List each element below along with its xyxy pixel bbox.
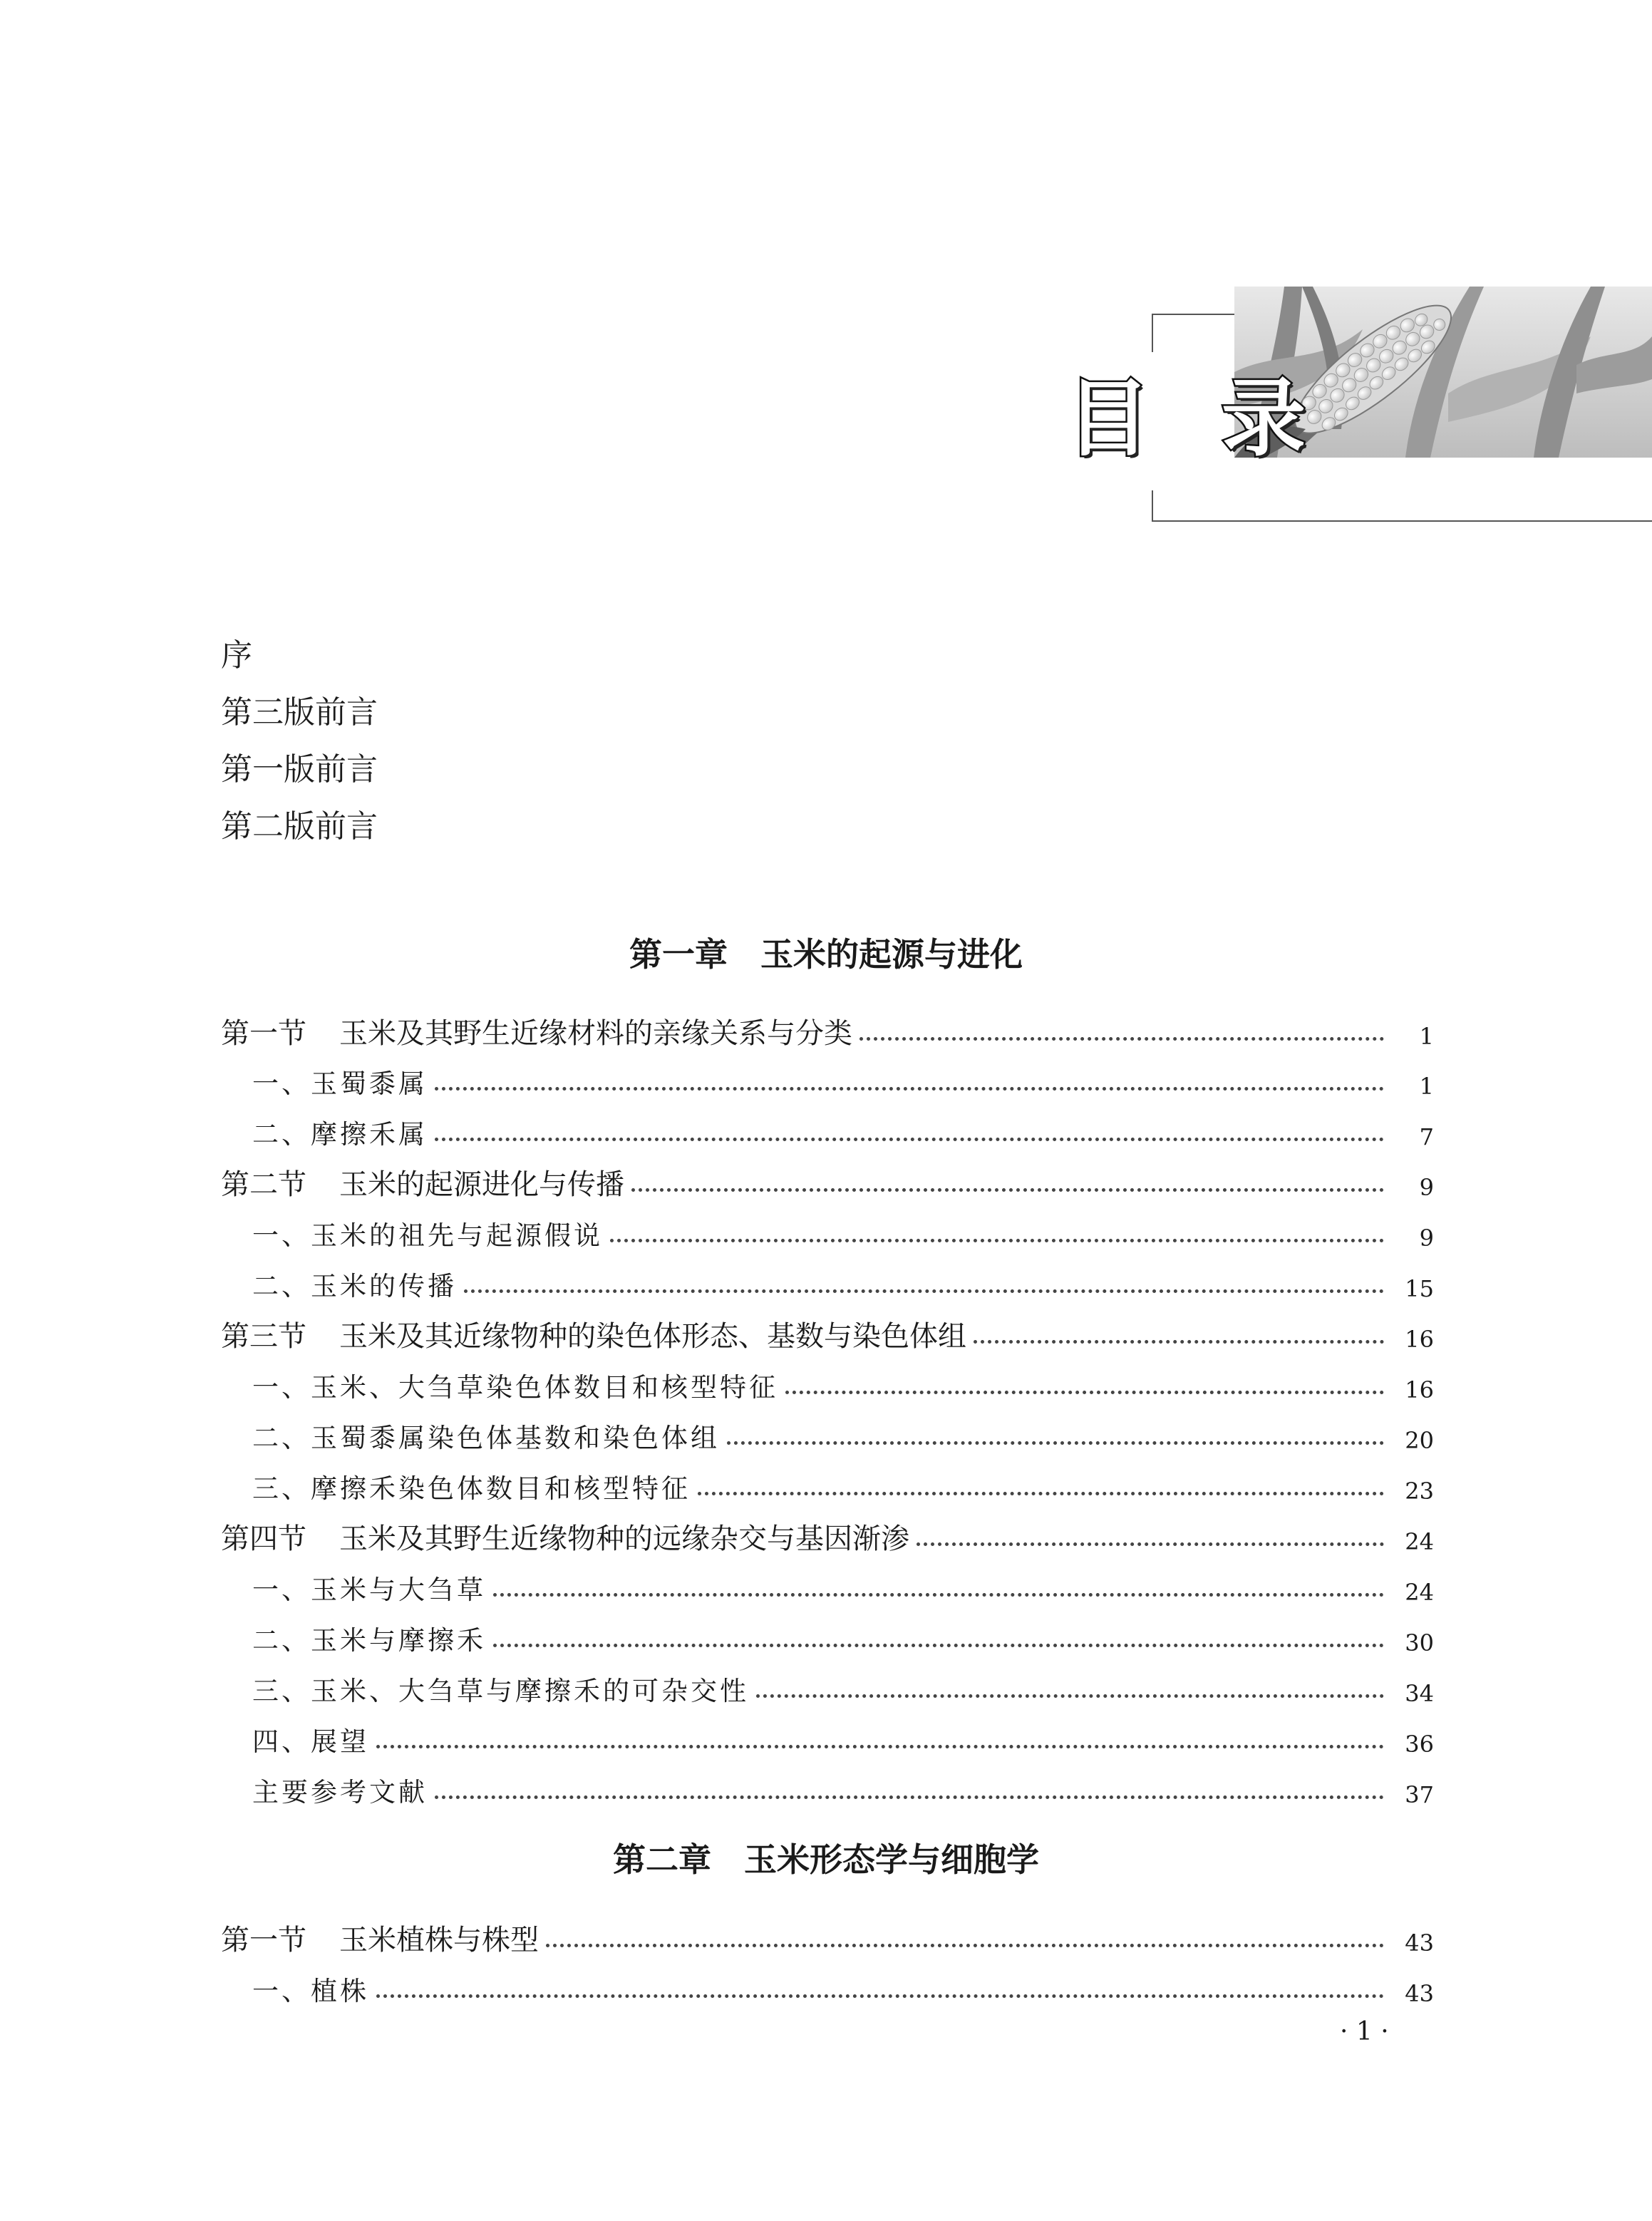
toc-section-number: 第四节 — [221, 1522, 306, 1555]
toc-subsection-title: 四、展望 — [252, 1726, 369, 1758]
toc-entry[interactable] — [252, 1969, 1434, 2006]
front-matter-third-edition[interactable]: 第三版前言 — [221, 694, 378, 731]
front-matter-second-edition[interactable]: 第二版前言 — [221, 808, 378, 845]
toc-subsection-title: 一、植株 — [252, 1976, 369, 2007]
toc-entry[interactable] — [221, 1012, 1434, 1049]
toc-subsection-title: 二、玉米的传播 — [252, 1271, 457, 1302]
toc-page-number: 24 — [1405, 1527, 1434, 1555]
toc-title-char-2: 录 — [1222, 369, 1306, 468]
chapter-1-name: 玉米的起源与进化 — [760, 935, 1023, 974]
toc-entry[interactable] — [252, 1720, 1434, 1757]
toc-section-number: 第一节 — [221, 1017, 306, 1050]
toc-section-title: 玉米植株与株型 — [339, 1924, 539, 1957]
toc-section-title: 玉米及其野生近缘材料的亲缘关系与分类 — [339, 1017, 852, 1050]
toc-section-title: 玉米及其近缘物种的染色体形态、基数与染色体组 — [339, 1320, 966, 1353]
toc-subsection-title: 一、玉米与大刍草 — [252, 1575, 486, 1606]
leader-dots — [917, 1542, 1384, 1546]
toc-section-number: 第二节 — [221, 1168, 306, 1201]
toc-page-number: 1 — [1419, 1022, 1434, 1050]
toc-entry[interactable] — [252, 1214, 1434, 1251]
toc-entry[interactable] — [252, 1467, 1434, 1504]
toc-page-number: 36 — [1405, 1730, 1434, 1758]
toc-entry[interactable] — [221, 1163, 1434, 1200]
toc-subsection-title: 主要参考文献 — [252, 1777, 428, 1808]
toc-subsection-title: 三、摩擦禾染色体数目和核型特征 — [252, 1473, 691, 1505]
chapter-1-number: 第一章 — [629, 935, 728, 974]
toc-entry[interactable] — [252, 1416, 1434, 1453]
toc-page-number: 34 — [1405, 1679, 1434, 1707]
toc-title-char-1: 目 — [1066, 369, 1151, 468]
toc-subsection-title: 二、玉蜀黍属染色体基数和染色体组 — [252, 1423, 720, 1454]
leader-dots — [546, 1944, 1384, 1947]
toc-entry[interactable] — [221, 1517, 1434, 1555]
toc-page-number: 7 — [1419, 1123, 1434, 1150]
toc-section-title: 玉米及其野生近缘物种的远缘杂交与基因渐渗 — [339, 1522, 909, 1555]
toc-entry[interactable] — [252, 1619, 1434, 1656]
toc-entry[interactable] — [252, 1366, 1434, 1403]
toc-subsection-title: 一、玉蜀黍属 — [252, 1068, 428, 1100]
toc-page-number: 16 — [1405, 1325, 1434, 1353]
leader-dots — [435, 1795, 1384, 1799]
chapter-2-number: 第二章 — [613, 1840, 711, 1879]
chapter-2-name: 玉米形态学与细胞学 — [744, 1840, 1039, 1879]
chapter-1-title[interactable] — [0, 935, 1652, 974]
toc-page-number: 43 — [1405, 1979, 1434, 2007]
toc-page-number: 30 — [1405, 1629, 1434, 1656]
page-number: · 1 · — [1340, 2017, 1389, 2046]
toc-entry-label — [221, 1523, 909, 1555]
toc-entry[interactable] — [252, 1264, 1434, 1302]
toc-entry[interactable] — [252, 1113, 1434, 1150]
toc-entry-label — [221, 1169, 624, 1200]
leader-dots — [435, 1138, 1384, 1141]
toc-section-title: 玉米的起源进化与传播 — [339, 1168, 624, 1201]
leader-dots — [493, 1593, 1384, 1597]
toc-section-number: 第三节 — [221, 1320, 306, 1353]
toc-page-number: 20 — [1405, 1426, 1434, 1454]
header-bracket-bottom — [1152, 490, 1153, 522]
toc-page-number: 9 — [1419, 1173, 1434, 1201]
toc-entry-label — [221, 1924, 539, 1956]
toc-page-number: 15 — [1405, 1274, 1434, 1302]
leader-dots — [631, 1188, 1384, 1192]
leader-dots — [376, 1994, 1384, 1998]
toc-page-number: 24 — [1405, 1578, 1434, 1606]
toc-entry[interactable] — [252, 1062, 1434, 1099]
toc-subsection-title: 一、玉米、大刍草染色体数目和核型特征 — [252, 1372, 778, 1403]
leader-dots — [756, 1694, 1384, 1698]
toc-page-number: 9 — [1419, 1224, 1434, 1252]
toc-page-number: 16 — [1405, 1376, 1434, 1403]
leader-dots — [435, 1087, 1384, 1091]
header-rule-bottom — [1152, 520, 1652, 522]
toc-entry-label — [221, 1321, 966, 1352]
toc-section-number: 第一节 — [221, 1924, 306, 1957]
toc-entry[interactable] — [221, 1919, 1434, 1956]
toc-page-number: 23 — [1405, 1477, 1434, 1505]
leader-dots — [859, 1037, 1384, 1041]
front-matter-first-edition[interactable]: 第一版前言 — [221, 751, 378, 788]
front-matter-preface[interactable]: 序 — [221, 637, 252, 674]
leader-dots — [785, 1391, 1384, 1394]
header-bracket-top — [1152, 314, 1153, 352]
toc-subsection-title: 一、玉米的祖先与起源假说 — [252, 1220, 603, 1252]
toc-page-number: 37 — [1405, 1781, 1434, 1808]
leader-dots — [974, 1340, 1384, 1344]
toc-entry-label — [221, 1018, 852, 1049]
toc-entry[interactable] — [252, 1669, 1434, 1706]
leader-dots — [727, 1441, 1384, 1445]
toc-subsection-title: 二、玉米与摩擦禾 — [252, 1625, 486, 1656]
toc-entry[interactable] — [252, 1771, 1434, 1808]
toc-entry[interactable] — [252, 1568, 1434, 1605]
toc-subsection-title: 二、摩擦禾属 — [252, 1119, 428, 1150]
leader-dots — [376, 1745, 1384, 1748]
toc-entry[interactable] — [221, 1315, 1434, 1352]
toc-page-number: 1 — [1419, 1072, 1434, 1100]
leader-dots — [698, 1492, 1384, 1495]
leader-dots — [610, 1239, 1384, 1242]
chapter-2-title[interactable] — [0, 1840, 1652, 1879]
leader-dots — [493, 1644, 1384, 1647]
leader-dots — [464, 1289, 1384, 1293]
toc-subsection-title: 三、玉米、大刍草与摩擦禾的可杂交性 — [252, 1676, 749, 1707]
toc-page-number: 43 — [1405, 1929, 1434, 1957]
